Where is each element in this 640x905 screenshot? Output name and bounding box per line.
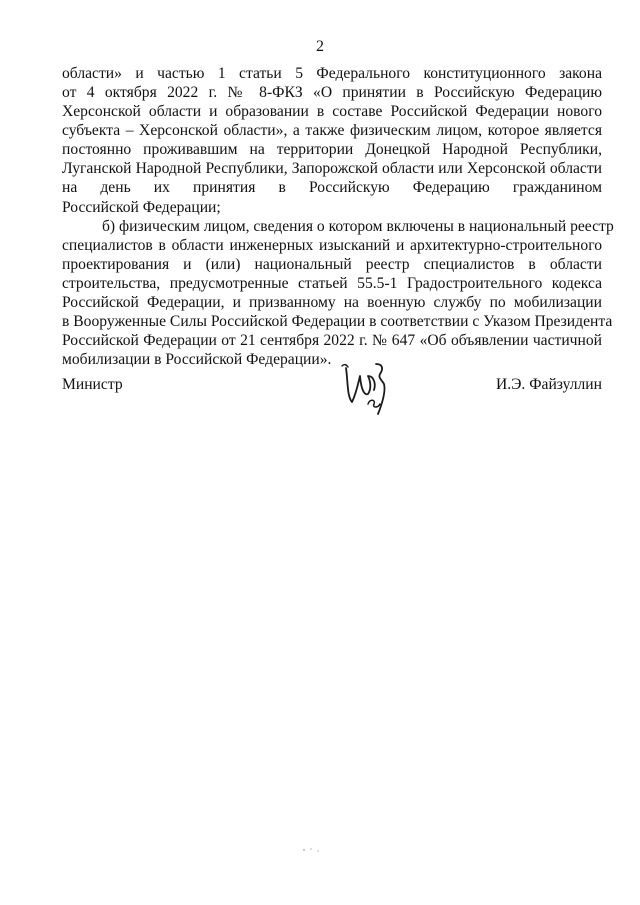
body-line-12: строительства, предусмотренные статьей 55.5-1 Градостроительного кодекса xyxy=(62,274,602,292)
signatory-name: И.Э. Файзуллин xyxy=(495,376,602,393)
body-line-4: субъекта – Херсонской области», а также физическим лицом, которое является xyxy=(62,122,602,140)
body-line-11: проектирования и (или) национальный реестр специалистов в области xyxy=(62,255,602,273)
body-line-9: б) физическим лицом, сведения о котором включены в национальный реестр xyxy=(102,217,614,235)
page-number: 2 xyxy=(316,38,324,55)
body-line-15: Российской Федерации от 21 сентября 2022 г. № 647 «Об объявлении частичной xyxy=(62,331,602,349)
body-line-2: от 4 октября 2022 г. № 8-ФКЗ «О принятии в Российскую Федерацию xyxy=(62,84,602,102)
signatory-role: Министр xyxy=(62,376,123,393)
body-line-13: Российской Федерации, и призванному на военную службу по мобилизации xyxy=(62,293,602,311)
body-line-8: Российской Федерации; xyxy=(62,198,221,216)
scan-specks xyxy=(300,846,324,854)
body-line-7: на день их принятия в Российскую Федерацию гражданином xyxy=(62,179,602,197)
body-line-14: в Вооруженные Силы Российской Федерации в соответствии с Указом Президента xyxy=(62,312,613,330)
body-line-3: Херсонской области и образовании в составе Российской Федерации нового xyxy=(62,103,602,121)
body-line-16: мобилизации в Российской Федерации». xyxy=(62,351,332,368)
body-line-1: области» и частью 1 статьи 5 Федерального конституционного закона xyxy=(62,65,602,82)
body-line-5: постоянно проживавшим на территории Донецкой Народной Республики, xyxy=(62,141,602,159)
body-line-10: специалистов в области инженерных изысканий и архитектурно-строительного xyxy=(62,236,602,254)
body-line-6: Луганской Народной Республики, Запорожской области или Херсонской области xyxy=(62,160,602,178)
